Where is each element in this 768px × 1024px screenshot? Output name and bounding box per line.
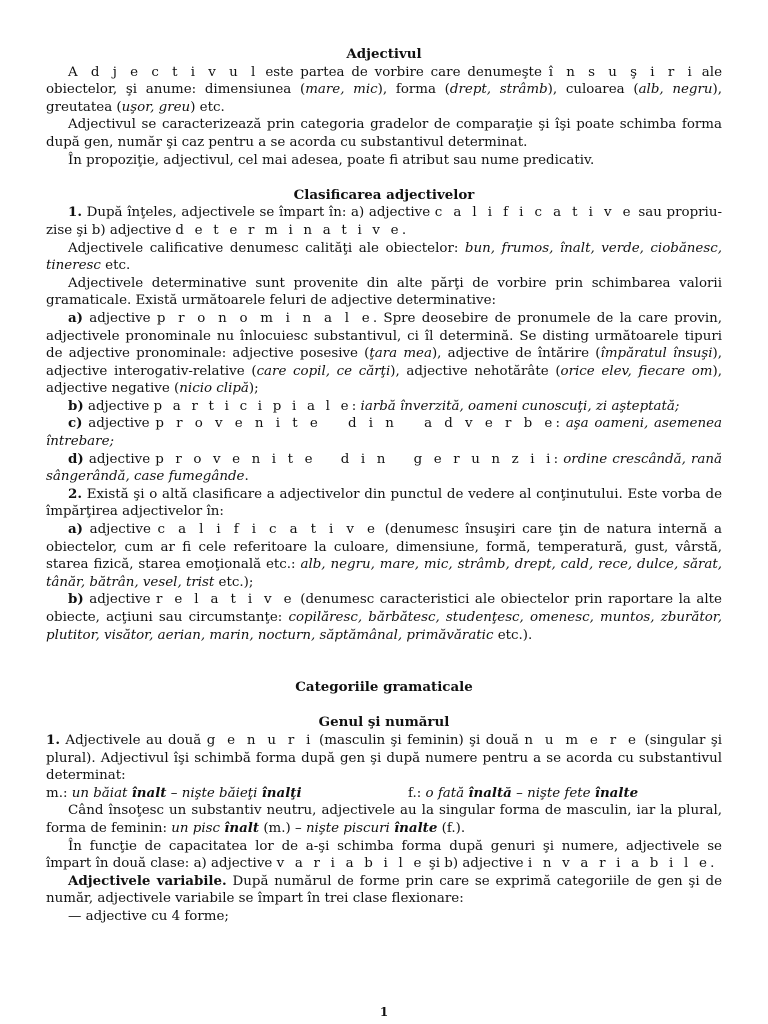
example: ţara mea: [369, 346, 432, 362]
example: uşor, greu: [121, 99, 191, 115]
text-run: şi b) adjective: [424, 856, 528, 872]
example: bun, frumos, înalt, verde, ciobănesc, tineresc: [46, 240, 722, 274]
list-item-d: [46, 451, 722, 486]
text-run: ), adjective negative (: [46, 363, 722, 397]
spaced-term: p a r t i c i p i a l e: [153, 398, 352, 414]
section-heading-clasificare: Clasificarea adjectivelor: [293, 186, 475, 203]
example-bold: înaltă: [468, 784, 512, 801]
label-masculin: m.:: [46, 785, 72, 801]
categorii-paragraph-1: [46, 732, 722, 785]
text-run: Adjectivele calificative denumesc calităţi ale obiectelor:: [68, 240, 465, 256]
text-run: Când însoţesc un substantiv neutru, adjectivele au la singular forma de masculin, iar la plural, forma de feminin:: [46, 803, 722, 836]
list-item-b2: [46, 591, 722, 644]
example: alb, negru, mare, mic, strâmb, drept, cald, rece, dulce, sărat, tânăr, bătrân, vesel, trist: [46, 557, 722, 590]
spaced-term: p r o n o m i n a l e: [156, 310, 373, 326]
list-item-c: [46, 415, 722, 450]
text-run: (m.) –: [259, 820, 306, 836]
text-run: ), adjective de întărire (: [431, 346, 601, 362]
item-label: a): [68, 521, 84, 538]
example-bold: înalţi: [261, 784, 302, 801]
list-item-a: [46, 310, 722, 398]
spaced-term-insusiri: î n s u ş i r i: [548, 64, 695, 80]
categorii-paragraph-4: [46, 873, 722, 908]
spaced-term: r e l a t i v e: [156, 592, 295, 608]
label-feminin: f.:: [408, 785, 426, 801]
spaced-term: n u m e r e: [524, 732, 640, 748]
list-item-a2: [46, 521, 722, 591]
text-run: (denumesc însuşiri care ţin de natura internă a obiectelor, cum ar fi cele referitoare la culoare, dimensiune, formă, temperatură, gust, vârstă, starea fizică, starea emoţională etc.:: [46, 522, 722, 573]
point-number: 2.: [68, 485, 82, 502]
example: alb, negru: [638, 82, 713, 98]
spaced-term: p r o v e n i t e d i n g e r u n z i i: [155, 451, 554, 467]
example: orice elev, fiecare om: [560, 363, 713, 379]
text-run: ale obiectelor, şi anume: dimensiunea (: [46, 64, 723, 98]
text-run: . Spre deosebire de pronumele de la care provin, adjectivele pronominale nu înlocuiesc substantivul, ci îl determină. Se disting următoarele tipuri de adjective pronominale: adjective posesive (: [46, 310, 722, 362]
text-run: Există şi o altă clasificare a adjectivelor din punctul de vedere al conţinutului. Este vorba de împărţirea adjectivelor în:: [46, 486, 722, 520]
text-run: adjective: [83, 398, 154, 414]
example-bold: înalt: [224, 819, 260, 836]
text-run: ), culoarea (: [547, 82, 639, 98]
text-run: (f.).: [437, 820, 466, 836]
spaced-term: c a l i f i c a t i v e: [157, 522, 379, 538]
example: care copil, ce cărţi: [256, 363, 391, 379]
example: o fată: [425, 785, 469, 801]
text-run: .: [710, 856, 715, 872]
text-run: :: [351, 398, 361, 414]
example: copilăresc, bărbătesc, studenţesc, omenesc, muntos, zburător, plutitor, visător, aerian, marin, nocturn, săptămânal, primăvăratic: [46, 610, 722, 643]
text-run: etc.).: [493, 627, 533, 643]
text-run: adjective: [83, 310, 157, 326]
bold-term: Adjectivele variabile.: [68, 872, 227, 889]
example: împăratul însuşi: [600, 346, 713, 362]
text-run: :: [555, 416, 566, 432]
spaced-term-adjectivul: A d j e c t i v u l: [68, 64, 259, 80]
text-run: .: [244, 469, 249, 485]
example: – nişte fete: [511, 785, 595, 801]
example: nişte piscuri: [305, 820, 395, 836]
spaced-term: i n v a r i a b i l e: [527, 856, 711, 872]
example: – nişte băieţi: [166, 785, 262, 801]
text-run: După înţeles, adjectivele se împart în: a) adjective: [81, 205, 435, 221]
text-run: adjective: [82, 416, 156, 432]
categorii-paragraph-3: [46, 838, 722, 873]
text-run: este partea de vorbire care denumeşte: [258, 64, 549, 80]
text-run: );: [248, 381, 259, 397]
text-run: ), forma (: [377, 82, 450, 98]
intro-paragraph-3: În propoziţie, adjectivul, cel mai adesea, poate fi atribut sau nume predicativ.: [68, 152, 595, 168]
document-title: Adjectivul: [346, 46, 422, 62]
text-run: ), adjective nehotărâte (: [390, 363, 561, 379]
spaced-term: c a l i f i c a t i v e: [434, 205, 634, 221]
item-label: a): [68, 309, 84, 326]
subsection-heading-gen-numar: Genul şi numărul: [318, 714, 450, 731]
categorii-paragraph-2: [46, 802, 722, 837]
point-number: 1.: [68, 204, 82, 221]
item-label: c): [68, 415, 83, 432]
spaced-term: v a r i a b i l e: [276, 856, 425, 872]
text-run: Adjectivele au două: [59, 732, 207, 748]
section-heading-categorii: Categoriile gramaticale: [295, 679, 473, 696]
clasificare-paragraph-4: [46, 486, 722, 521]
point-number: 1.: [46, 731, 60, 748]
document-page: [46, 46, 722, 926]
text-run: adjective: [83, 592, 157, 608]
text-run: ), adjective interogativ-relative (: [46, 346, 722, 379]
text-run: :: [553, 451, 564, 467]
text-run: (singular şi plural). Adjectivul îşi schimbă forma după gen şi după numere pentru a se acorda cu substantivul determinat:: [46, 732, 722, 784]
example-bold: înalte: [594, 784, 639, 801]
intro-paragraph-1: [46, 64, 722, 117]
clasificare-paragraph-3: Adjectivele determinative sunt provenite din alte părţi de vorbire prin schimbarea valorii gramaticale. Există următoarele feluri de adjective determinative:: [46, 275, 722, 309]
clasificare-paragraph-2: [46, 240, 722, 275]
text-run: După numărul de forme prin care se exprimă categoriile de gen şi de număr, adjectivele variabile se împart în trei clase flexionare:: [46, 873, 722, 907]
example: mare, mic: [305, 82, 378, 98]
text-run: adjective: [83, 451, 156, 467]
list-item-b: [46, 398, 722, 416]
text-run: .: [401, 222, 407, 238]
example: un băiat: [71, 785, 132, 801]
text-run: ), greutatea (: [46, 82, 723, 115]
example-bold: înalt: [131, 784, 167, 801]
example-line-masculin-feminin: [46, 785, 722, 803]
spaced-term: g e n u r i: [206, 732, 314, 748]
intro-paragraph-2: Adjectivul se caracterizează prin categoria gradelor de comparaţie şi îşi poate schimba forma după gen, număr şi caz pentru a se acorda cu substantivul determinat.: [46, 117, 722, 150]
example: nicio clipă: [179, 381, 249, 397]
clasificare-paragraph-1: [46, 204, 722, 239]
item-label: d): [68, 450, 84, 467]
text-run: adjective: [83, 522, 158, 538]
item-label: b): [68, 397, 84, 414]
text-run: În funcţie de capacitatea lor de a-şi schimba forma după genuri şi numere, adjectivele se împart în două clase: a) adjective: [46, 838, 722, 872]
example: ordine crescândă, rană sângerândă, case fumegânde: [46, 451, 722, 485]
text-run: ) etc.: [190, 99, 225, 115]
item-label: b): [68, 591, 84, 608]
text-run: etc.);: [214, 574, 254, 590]
example-bold: înalte: [394, 819, 438, 836]
text-run: (masculin şi feminin) şi două: [313, 732, 525, 748]
example: aşa oameni, asemenea întrebare;: [46, 416, 722, 450]
spaced-term: p r o v e n i t e d i n a d v e r b e: [155, 416, 556, 432]
example: iarbă înverzită, oameni cunoscuţi, zi aşteptată;: [360, 398, 680, 414]
text-run: sau propriu-zise şi b) adjective: [46, 205, 722, 238]
page-number: 1: [379, 1005, 389, 1019]
spaced-term: d e t e r m i n a t i v e: [175, 222, 402, 238]
text-run: (denumesc caracteristici ale obiectelor prin raportare la alte obiecte, acţiuni sau circumstanţe:: [46, 592, 722, 625]
list-item-4-forme: — adjective cu 4 forme;: [68, 908, 229, 924]
text-run: etc.: [100, 258, 131, 274]
example: drept, strâmb: [449, 82, 548, 98]
example: un pisc: [171, 820, 225, 836]
